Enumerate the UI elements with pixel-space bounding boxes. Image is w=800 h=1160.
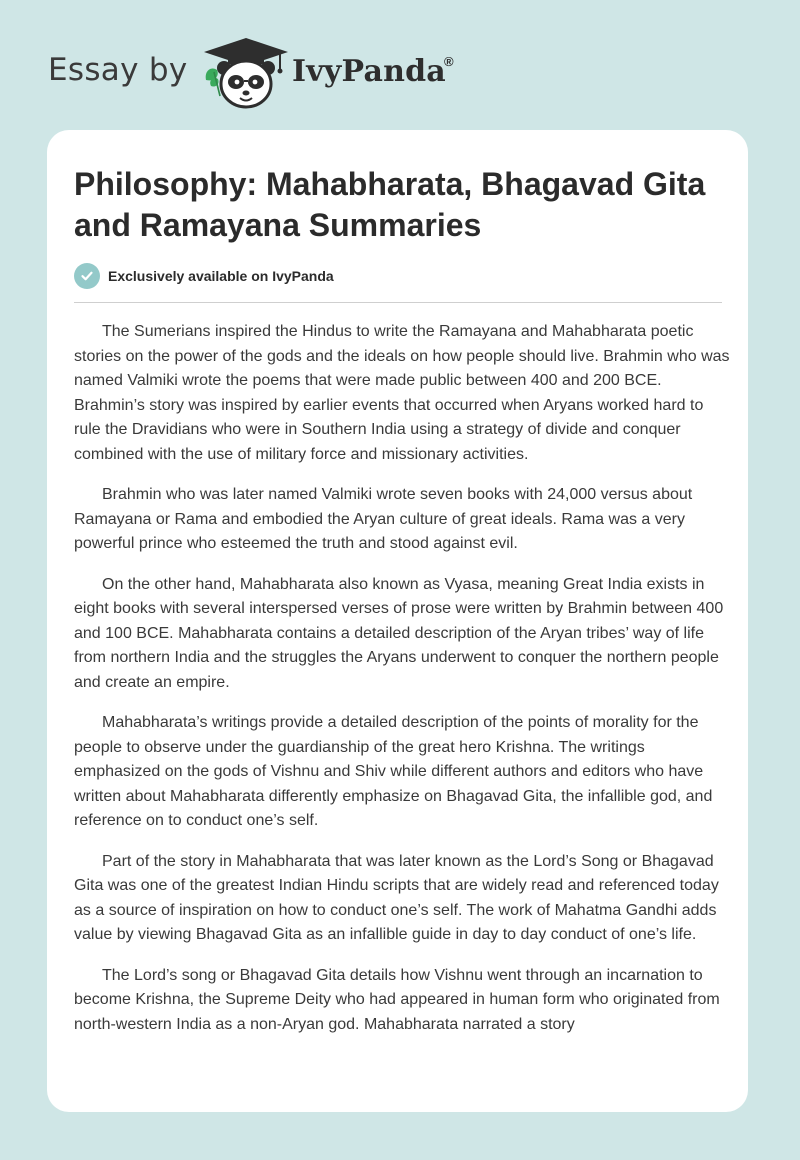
paragraph: Mahabharata’s writings provide a detailed description of the points of morality for the people to observe under the guardianship of the great hero Krishna. The writings emphasized on the gods of Vishnu and Shiv while different authors and editors who have written about Mahabharata differently emphasize on Bhagavad Gita, the infallible god, and reference on to conduct one’s self. bbox=[74, 714, 713, 829]
registered-mark: ® bbox=[444, 54, 454, 69]
brand-name[interactable]: IvyPanda bbox=[292, 54, 446, 89]
check-circle-icon bbox=[74, 263, 100, 289]
paragraph: Brahmin who was later named Valmiki wrote seven books with 24,000 versus about Ramayana or Rama and embodied the Aryan culture of great ideals. Rama was a very powerful prince who esteemed the truth and stood against evil. bbox=[74, 486, 693, 552]
paragraph: The Sumerians inspired the Hindus to write the Ramayana and Mahabharata poetic stories on the power of the gods and the ideals on how people should live. Brahmin who was named Valmiki wrote the poems that were made public between 400 and 200 BCE. Brahmin’s story was inspired by earlier events that occurred when Aryans worked hard to rule the Dravidians who were in Southern India using a strategy of divide and conquer combined with the use of military force and missionary activities. bbox=[74, 323, 730, 463]
essay-card bbox=[47, 130, 748, 1112]
panda-graduate-icon[interactable] bbox=[200, 36, 292, 112]
site-header bbox=[0, 0, 800, 120]
paragraph: On the other hand, Mahabharata also known as Vyasa, meaning Great India exists in eight books with several interspersed verses of prose were written by Brahmin between 400 and 100 BCE. Mahabharata contains a detailed description of the Aryan tribes’ way of life from northern India and the struggles the Aryans underwent to conquer the northern people and create an empire. bbox=[74, 575, 724, 691]
essay-by-label: Essay by bbox=[48, 52, 188, 88]
essay-body bbox=[74, 320, 734, 1053]
page-title: Philosophy: Mahabharata, Bhagavad Gita and Ramayana Summaries bbox=[74, 166, 706, 243]
paragraph: Part of the story in Mahabharata that was later known as the Lord’s Song or Bhagavad Gita was one of the greatest Indian Hindu scripts that are widely read and referenced today as a source of inspiration on how to conduct one’s self. The work of Mahatma Gandhi adds value by viewing Bhagavad Gita as an infallible guide in day to day conduct of one’s life. bbox=[74, 852, 719, 943]
exclusive-badge bbox=[74, 263, 334, 289]
paragraph: The Lord’s song or Bhagavad Gita details how Vishnu went through an incarnation to become Krishna, the Supreme Deity who had appeared in human form who originated from north-western India as a non-Aryan god. Mahabharata narrated a story bbox=[74, 966, 720, 1033]
divider bbox=[74, 302, 722, 303]
exclusive-label: Exclusively available on IvyPanda bbox=[108, 268, 334, 284]
